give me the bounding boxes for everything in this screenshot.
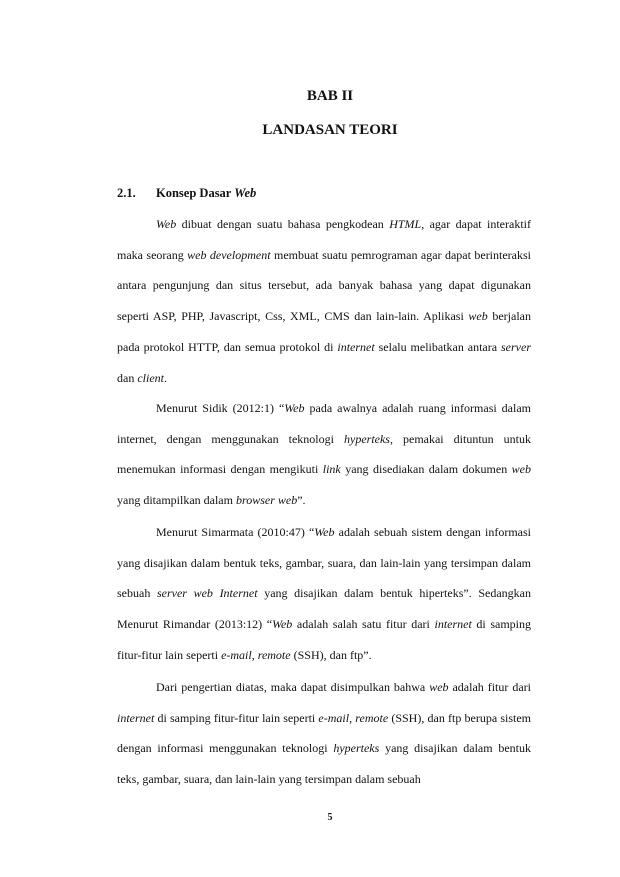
chapter-label: BAB II	[306, 88, 354, 104]
paragraph-2: Menurut Sidik (2012:1) “Web pada awalnya adalah ruang informasi dalam internet, dengan menggunakan teknologi hyperteks, pemakai dituntun untuk menemukan informasi dengan mengikuti link yang disediakan dalam dokumen web yang ditampilkan dalam browser web”.	[117, 401, 532, 508]
paragraph-4: Dari pengertian diatas, maka dapat disimpulkan bahwa web adalah fitur dari internet di samping fitur-fitur lain seperti e-mail, remote (SSH), dan ftp berupa sistem dengan informasi menggunakan teknologi hyperteks yang disajikan dalam bentuk teks, gambar, suara, dan lain-lain yang tersimpan dalam sebuah	[117, 680, 532, 787]
section-number: 2.1.	[117, 186, 136, 200]
section-title: Konsep Dasar Web	[156, 186, 257, 200]
paragraph-3: Menurut Simarmata (2010:47) “Web adalah sebuah sistem dengan informasi yang disajikan dalam bentuk teks, gambar, suara, dan lain-lain yang tersimpan dalam sebuah server web Internet yang disajikan dalam bentuk hiperteks”. Sedangkan Menurut Rimandar (2013:12) “Web adalah salah satu fitur dari internet di samping fitur-fitur lain seperti e-mail, remote (SSH), dan ftp”.	[117, 525, 531, 662]
page-number: 5	[327, 812, 333, 823]
chapter-title: LANDASAN TEORI	[262, 122, 398, 138]
paragraph-1: Web dibuat dengan suatu bahasa pengkodean HTML, agar dapat interaktif maka seorang web development membuat suatu pemrograman agar dapat berinteraksi antara pengunjung dan situs tersebut, ada banyak bahasa yang dapat digunakan seperti ASP, PHP, Javascript, Css, XML, CMS dan lain-lain. Aplikasi web berjalan pada protokol HTTP, dan semua protokol di internet selalu melibatkan antara server dan client.	[117, 217, 532, 385]
